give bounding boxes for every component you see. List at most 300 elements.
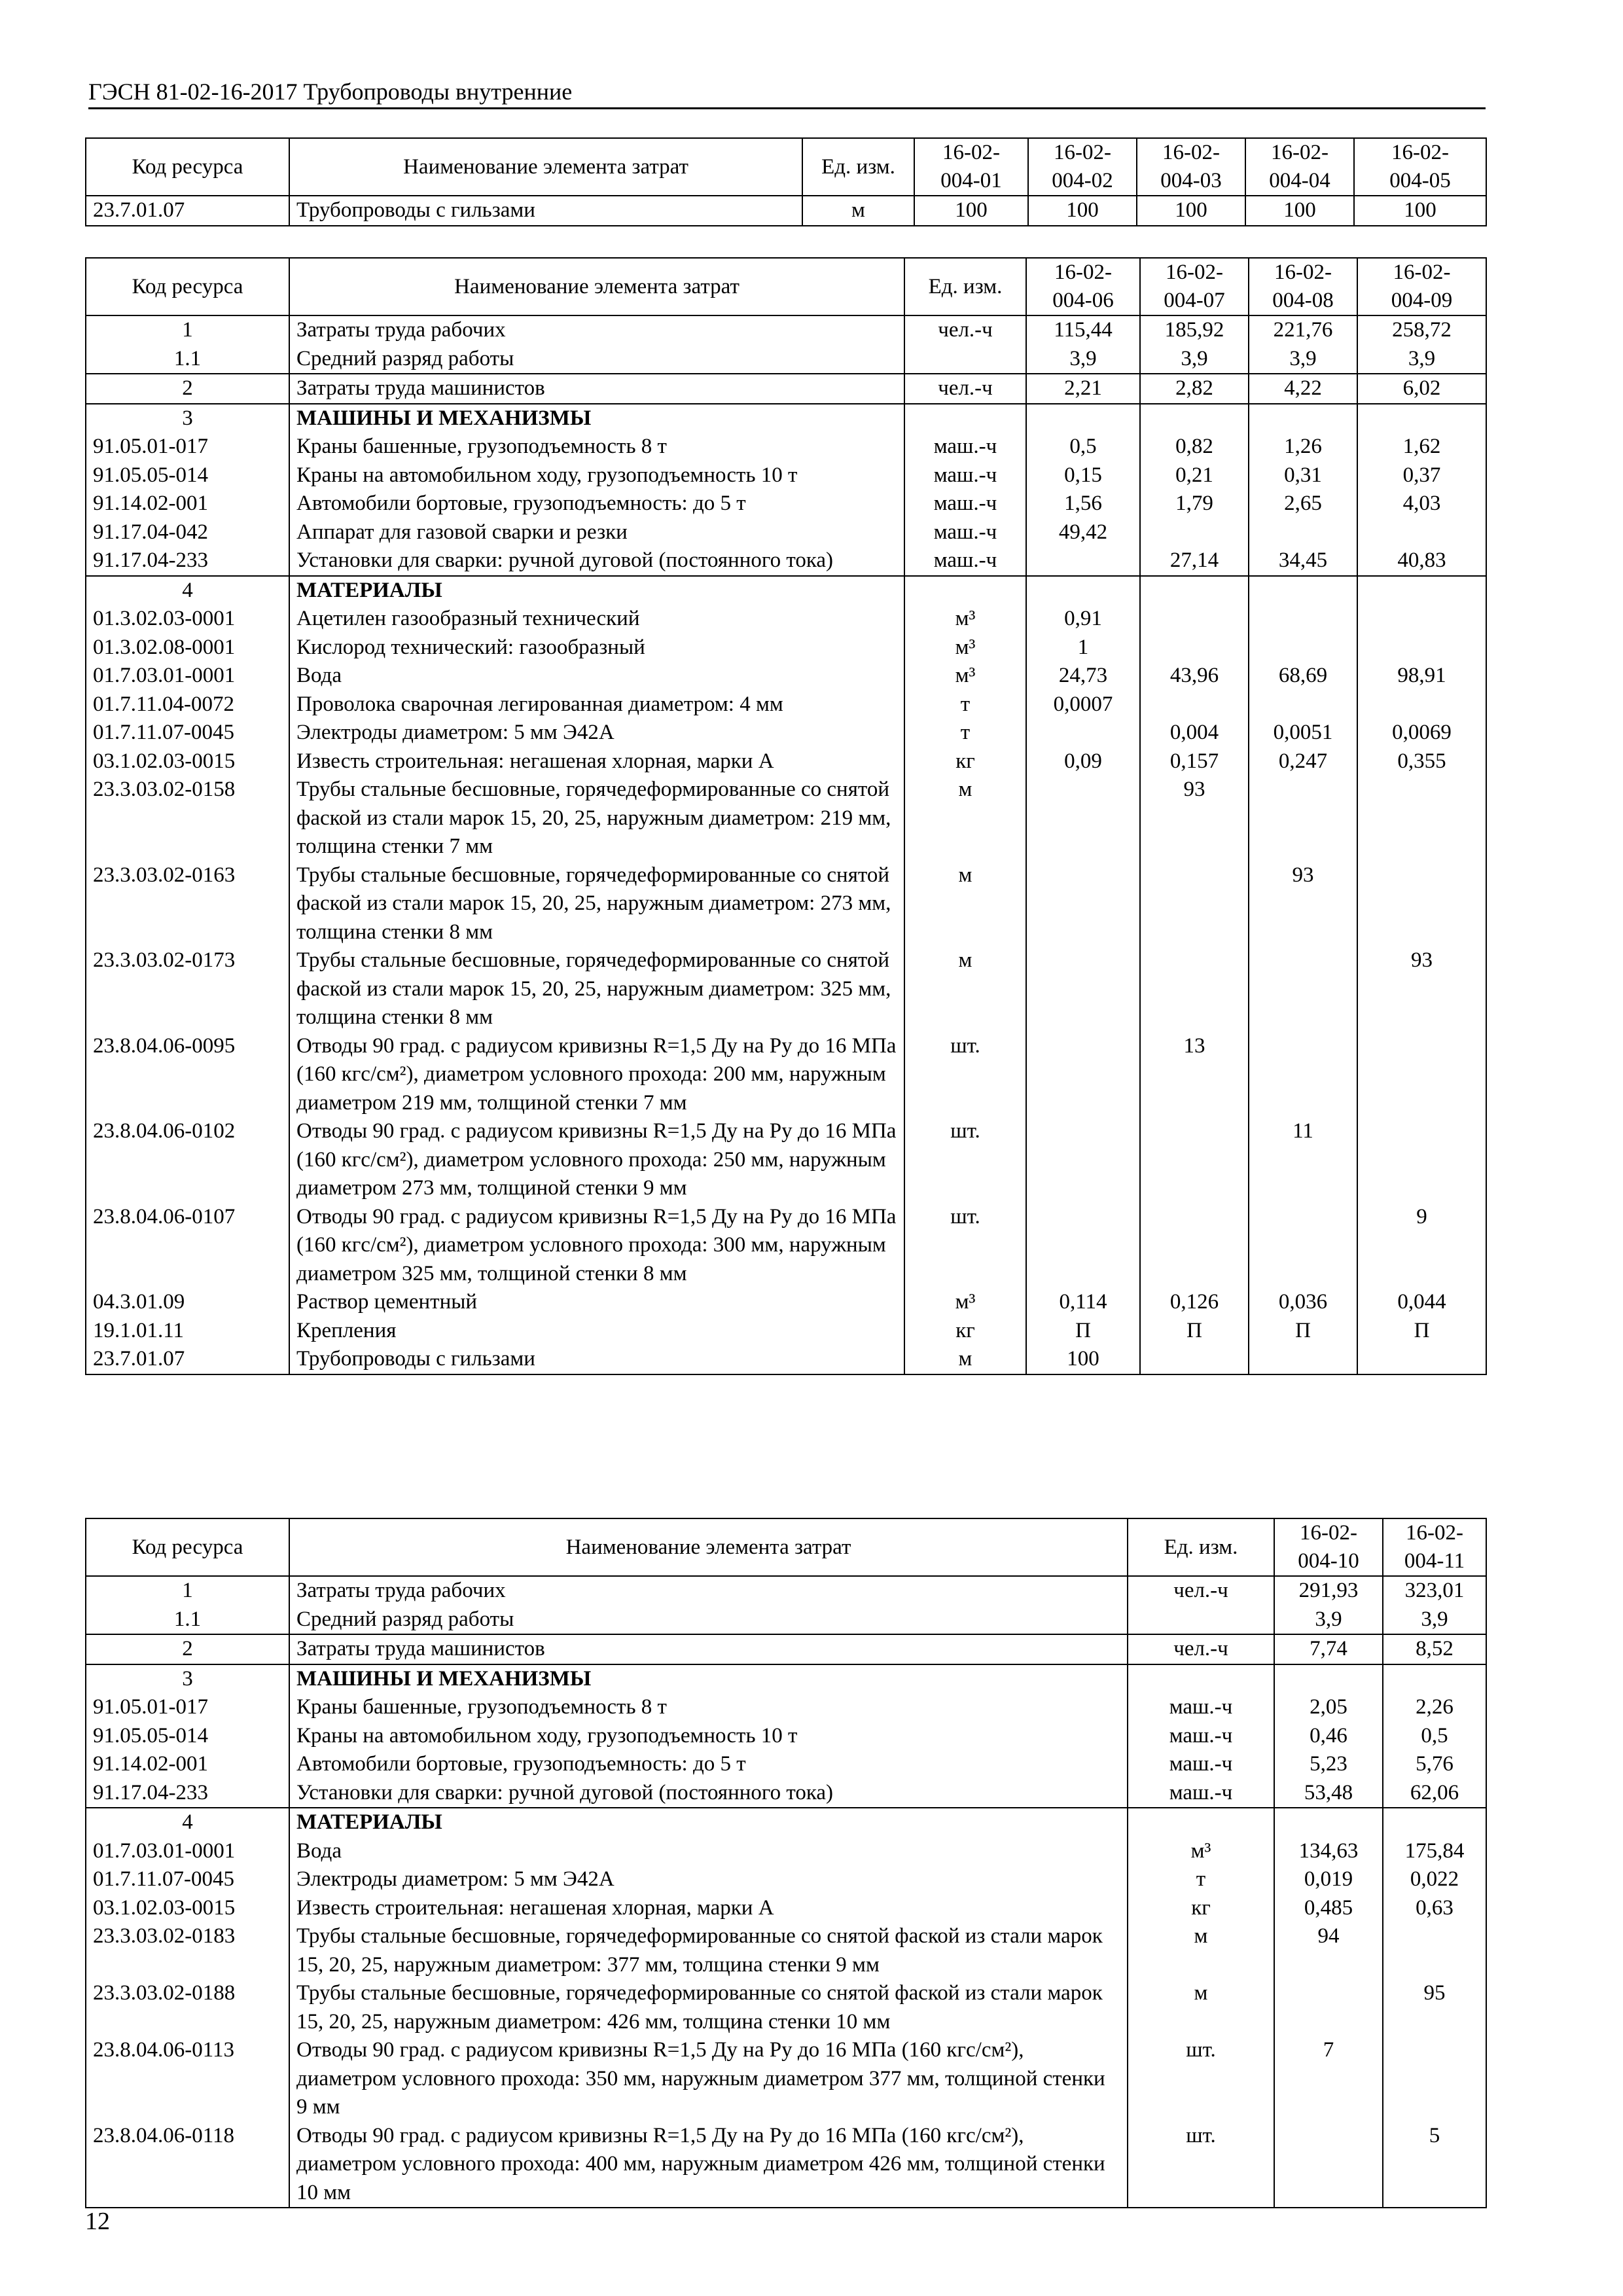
table-row xyxy=(86,691,1486,719)
norm-value: 0,126 xyxy=(1140,1288,1249,1317)
cost-element-name: МАТЕРИАЛЫ xyxy=(289,1808,1128,1837)
resource-code: 01.3.02.08-0001 xyxy=(86,634,289,662)
unit: т xyxy=(904,691,1026,719)
column-header: Ед. изм. xyxy=(1128,1518,1274,1576)
norm-value: 134,63 xyxy=(1274,1837,1383,1866)
cost-element-name: Трубы стальные бесшовные, горячедеформированные со снятой фаской из стали марок 15, 20, 25, наружным диаметром: 377 мм, толщина стенки 9 мм xyxy=(289,1922,1128,1979)
table-row xyxy=(86,1605,1486,1635)
resource-code: 91.14.02-001 xyxy=(86,490,289,518)
unit: маш.-ч xyxy=(904,461,1026,490)
resource-code: 01.7.11.04-0072 xyxy=(86,691,289,719)
unit: шт. xyxy=(1128,2122,1274,2208)
norm-value xyxy=(1357,1345,1486,1374)
unit: маш.-ч xyxy=(1128,1750,1274,1779)
table-row xyxy=(86,1032,1486,1118)
unit: маш.-ч xyxy=(904,433,1026,461)
norm-value: 98,91 xyxy=(1357,662,1486,691)
norm-value: 11 xyxy=(1249,1117,1357,1203)
norm-value xyxy=(1026,576,1140,605)
norm-value xyxy=(1026,946,1140,1032)
unit: м³ xyxy=(904,605,1026,634)
cost-element-name: Средний разряд работы xyxy=(289,345,904,374)
column-header: Код ресурса xyxy=(86,1518,289,1576)
norm-value: 4,22 xyxy=(1249,374,1357,404)
resource-code: 1 xyxy=(86,315,289,345)
cost-element-name: Установки для сварки: ручной дуговой (постоянного тока) xyxy=(289,547,904,576)
resource-code: 23.8.04.06-0113 xyxy=(86,2036,289,2122)
norm-value xyxy=(1357,605,1486,634)
unit: маш.-ч xyxy=(904,547,1026,576)
norm-value: 9 xyxy=(1357,1203,1486,1289)
norm-value xyxy=(1140,605,1249,634)
cost-element-name: Краны на автомобильном ходу, грузоподъемность 10 т xyxy=(289,1722,1128,1751)
norm-value xyxy=(1274,1979,1383,2036)
unit xyxy=(1128,1664,1274,1694)
norm-value xyxy=(1357,1117,1486,1203)
unit: шт. xyxy=(904,1203,1026,1289)
table-row xyxy=(86,1779,1486,1808)
cost-element-name: Отводы 90 град. с радиусом кривизны R=1,5 Ду на Ру до 16 МПа (160 кгс/см²), диаметром условного прохода: 350 мм, наружным диаметром 377 мм, толщиной стенки 9 мм xyxy=(289,2036,1128,2122)
cost-element-name: Автомобили бортовые, грузоподъемность: до 5 т xyxy=(289,490,904,518)
norm-value xyxy=(1249,576,1357,605)
table-row xyxy=(86,1203,1486,1289)
cost-element-name: Трубы стальные бесшовные, горячедеформированные со снятой фаской из стали марок 15, 20, 25, наружным диаметром: 426 мм, толщина стенки 10 мм xyxy=(289,1979,1128,2036)
norm-value: 5,23 xyxy=(1274,1750,1383,1779)
cost-element-name: МАШИНЫ И МЕХАНИЗМЫ xyxy=(289,404,904,433)
column-header: 16-02- 004-07 xyxy=(1140,258,1249,315)
norm-value xyxy=(1357,404,1486,433)
resource-code: 04.3.01.09 xyxy=(86,1288,289,1317)
norm-value xyxy=(1026,547,1140,576)
cost-element-name: Ацетилен газообразный технический xyxy=(289,605,904,634)
resource-code: 01.3.02.03-0001 xyxy=(86,605,289,634)
norm-value xyxy=(1140,404,1249,433)
resource-code: 03.1.02.03-0015 xyxy=(86,1894,289,1923)
table-row xyxy=(86,547,1486,576)
norm-value: 95 xyxy=(1383,1979,1486,2036)
norm-value: 2,82 xyxy=(1140,374,1249,404)
norm-value xyxy=(1357,576,1486,605)
resource-code: 01.7.03.01-0001 xyxy=(86,1837,289,1866)
resource-code: 23.8.04.06-0095 xyxy=(86,1032,289,1118)
page-number: 12 xyxy=(85,2208,110,2235)
norm-value: 24,73 xyxy=(1026,662,1140,691)
resource-code: 23.7.01.07 xyxy=(86,1345,289,1374)
unit: кг xyxy=(904,747,1026,776)
norm-value: 185,92 xyxy=(1140,315,1249,345)
table-row xyxy=(86,1979,1486,2036)
norm-value: 0,0007 xyxy=(1026,691,1140,719)
resource-table-1 xyxy=(85,137,1487,226)
norm-value xyxy=(1249,605,1357,634)
norm-value xyxy=(1140,861,1249,947)
norm-value: 3,9 xyxy=(1026,345,1140,374)
resource-code: 91.05.05-014 xyxy=(86,461,289,490)
cost-element-name: Электроды диаметром: 5 мм Э42А xyxy=(289,719,904,747)
unit: чел.-ч xyxy=(1128,1634,1274,1664)
table-row xyxy=(86,404,1486,433)
table-row xyxy=(86,433,1486,461)
norm-value: 7 xyxy=(1274,2036,1383,2122)
resource-code: 91.17.04-233 xyxy=(86,1779,289,1808)
cost-element-name: Известь строительная: негашеная хлорная, марки А xyxy=(289,1894,1128,1923)
norm-value: П xyxy=(1357,1317,1486,1346)
norm-value: 2,65 xyxy=(1249,490,1357,518)
norm-value: 0,31 xyxy=(1249,461,1357,490)
cost-element-name: Трубы стальные бесшовные, горячедеформированные со снятой фаской из стали марок 15, 20, 25, наружным диаметром: 273 мм, толщина стенки 8 мм xyxy=(289,861,904,947)
resource-code: 23.7.01.07 xyxy=(86,196,289,226)
unit: м xyxy=(1128,1922,1274,1979)
table-row xyxy=(86,315,1486,345)
norm-value: 0,5 xyxy=(1026,433,1140,461)
column-header: 16-02- 004-09 xyxy=(1357,258,1486,315)
table-row xyxy=(86,1750,1486,1779)
resource-table-2 xyxy=(85,257,1487,1375)
column-header: 16-02- 004-11 xyxy=(1383,1518,1486,1576)
table-row xyxy=(86,1117,1486,1203)
cost-element-name: Трубопроводы с гильзами xyxy=(289,196,802,226)
norm-value: 3,9 xyxy=(1140,345,1249,374)
table-row xyxy=(86,196,1486,226)
resource-code: 23.8.04.06-0102 xyxy=(86,1117,289,1203)
norm-value: 49,42 xyxy=(1026,518,1140,547)
norm-value xyxy=(1357,1032,1486,1118)
cost-element-name: Кислород технический: газообразный xyxy=(289,634,904,662)
resource-code: 23.3.03.02-0183 xyxy=(86,1922,289,1979)
norm-value: 0,63 xyxy=(1383,1894,1486,1923)
norm-value: 0,044 xyxy=(1357,1288,1486,1317)
cost-element-name: Отводы 90 град. с радиусом кривизны R=1,5 Ду на Ру до 16 МПа (160 кгс/см²), диаметром условного прохода: 300 мм, наружным диаметром 325 мм, толщиной стенки 8 мм xyxy=(289,1203,904,1289)
unit: маш.-ч xyxy=(1128,1693,1274,1722)
norm-value: 13 xyxy=(1140,1032,1249,1118)
norm-value: 0,355 xyxy=(1357,747,1486,776)
norm-value: 100 xyxy=(1245,196,1354,226)
resource-code: 4 xyxy=(86,1808,289,1837)
table-row xyxy=(86,1722,1486,1751)
unit: кг xyxy=(1128,1894,1274,1923)
norm-value: 0,0069 xyxy=(1357,719,1486,747)
norm-value: 0,022 xyxy=(1383,1865,1486,1894)
norm-value: 43,96 xyxy=(1140,662,1249,691)
resource-code: 23.3.03.02-0163 xyxy=(86,861,289,947)
norm-value: П xyxy=(1249,1317,1357,1346)
resource-code: 03.1.02.03-0015 xyxy=(86,747,289,776)
norm-value: 0,5 xyxy=(1383,1722,1486,1751)
table-row xyxy=(86,719,1486,747)
resource-code: 01.7.03.01-0001 xyxy=(86,662,289,691)
norm-value xyxy=(1140,576,1249,605)
norm-value: 0,0051 xyxy=(1249,719,1357,747)
norm-value xyxy=(1026,861,1140,947)
norm-value: 291,93 xyxy=(1274,1576,1383,1605)
norm-value: 8,52 xyxy=(1383,1634,1486,1664)
norm-value: 94 xyxy=(1274,1922,1383,1979)
norm-value xyxy=(1357,634,1486,662)
table-row xyxy=(86,1922,1486,1979)
norm-value xyxy=(1026,404,1140,433)
norm-value: 93 xyxy=(1140,776,1249,861)
norm-value: 1,26 xyxy=(1249,433,1357,461)
cost-element-name: Затраты труда рабочих xyxy=(289,315,904,345)
norm-value: 100 xyxy=(914,196,1028,226)
unit: т xyxy=(1128,1865,1274,1894)
resource-code: 4 xyxy=(86,576,289,605)
resource-code: 1.1 xyxy=(86,1605,289,1635)
unit: кг xyxy=(904,1317,1026,1346)
table-row xyxy=(86,1837,1486,1866)
norm-value: 93 xyxy=(1249,861,1357,947)
norm-value: 0,46 xyxy=(1274,1722,1383,1751)
norm-value xyxy=(1357,691,1486,719)
norm-value xyxy=(1026,1032,1140,1118)
norm-value xyxy=(1026,1203,1140,1289)
norm-value: 1,79 xyxy=(1140,490,1249,518)
norm-value: 7,74 xyxy=(1274,1634,1383,1664)
norm-value: 1 xyxy=(1026,634,1140,662)
column-header: 16-02- 004-08 xyxy=(1249,258,1357,315)
norm-value: 40,83 xyxy=(1357,547,1486,576)
norm-value: 34,45 xyxy=(1249,547,1357,576)
table-row xyxy=(86,1693,1486,1722)
cost-element-name: Трубы стальные бесшовные, горячедеформированные со снятой фаской из стали марок 15, 20, 25, наружным диаметром: 219 мм, толщина стенки 7 мм xyxy=(289,776,904,861)
unit: м xyxy=(904,946,1026,1032)
resource-code: 91.17.04-042 xyxy=(86,518,289,547)
norm-value: 0,09 xyxy=(1026,747,1140,776)
unit xyxy=(1128,1605,1274,1635)
norm-value: 0,485 xyxy=(1274,1894,1383,1923)
norm-value: 100 xyxy=(1137,196,1245,226)
resource-code: 91.14.02-001 xyxy=(86,1750,289,1779)
unit: м³ xyxy=(904,634,1026,662)
unit: маш.-ч xyxy=(904,490,1026,518)
cost-element-name: Аппарат для газовой сварки и резки xyxy=(289,518,904,547)
table-row xyxy=(86,1317,1486,1346)
unit: м xyxy=(904,861,1026,947)
norm-value: 3,9 xyxy=(1357,345,1486,374)
norm-value: 27,14 xyxy=(1140,547,1249,576)
cost-element-name: Затраты труда рабочих xyxy=(289,1576,1128,1605)
resource-code: 3 xyxy=(86,404,289,433)
resource-code: 1.1 xyxy=(86,345,289,374)
resource-code: 91.05.05-014 xyxy=(86,1722,289,1751)
cost-element-name: Проволока сварочная легированная диаметром: 4 мм xyxy=(289,691,904,719)
table-row xyxy=(86,1808,1486,1837)
cost-element-name: МАТЕРИАЛЫ xyxy=(289,576,904,605)
resource-code: 23.3.03.02-0188 xyxy=(86,1979,289,2036)
table-row xyxy=(86,490,1486,518)
table-header-row xyxy=(86,1518,1486,1576)
cost-element-name: Установки для сварки: ручной дуговой (постоянного тока) xyxy=(289,1779,1128,1808)
norm-value xyxy=(1383,1808,1486,1837)
unit: м xyxy=(802,196,914,226)
norm-value xyxy=(1357,518,1486,547)
norm-value xyxy=(1249,946,1357,1032)
unit xyxy=(1128,1808,1274,1837)
resource-code: 91.05.01-017 xyxy=(86,1693,289,1722)
norm-value xyxy=(1140,1117,1249,1203)
norm-value xyxy=(1249,634,1357,662)
column-header: Код ресурса xyxy=(86,258,289,315)
table-row xyxy=(86,1576,1486,1605)
unit: м³ xyxy=(904,662,1026,691)
norm-value: 100 xyxy=(1028,196,1137,226)
norm-value: 62,06 xyxy=(1383,1779,1486,1808)
resource-code: 1 xyxy=(86,1576,289,1605)
column-header: 16-02- 004-03 xyxy=(1137,138,1245,196)
norm-value xyxy=(1249,691,1357,719)
table-row xyxy=(86,662,1486,691)
table-row xyxy=(86,776,1486,861)
norm-value xyxy=(1249,518,1357,547)
table-row xyxy=(86,518,1486,547)
cost-element-name: Отводы 90 град. с радиусом кривизны R=1,5 Ду на Ру до 16 МПа (160 кгс/см²), диаметром условного прохода: 250 мм, наружным диаметром 273 мм, толщиной стенки 9 мм xyxy=(289,1117,904,1203)
unit: чел.-ч xyxy=(904,315,1026,345)
column-header: 16-02- 004-02 xyxy=(1028,138,1137,196)
norm-value xyxy=(1140,518,1249,547)
norm-value: 323,01 xyxy=(1383,1576,1486,1605)
table-row xyxy=(86,1894,1486,1923)
resource-code: 01.7.11.07-0045 xyxy=(86,719,289,747)
unit: чел.-ч xyxy=(904,374,1026,404)
norm-value xyxy=(1357,776,1486,861)
norm-value: 221,76 xyxy=(1249,315,1357,345)
table-row xyxy=(86,2122,1486,2208)
resource-code: 91.05.01-017 xyxy=(86,433,289,461)
resource-code: 23.3.03.02-0173 xyxy=(86,946,289,1032)
norm-value: 0,82 xyxy=(1140,433,1249,461)
table-row xyxy=(86,345,1486,374)
norm-value: 0,247 xyxy=(1249,747,1357,776)
norm-value: 4,03 xyxy=(1357,490,1486,518)
cost-element-name: Трубы стальные бесшовные, горячедеформированные со снятой фаской из стали марок 15, 20, 25, наружным диаметром: 325 мм, толщина стенки 8 мм xyxy=(289,946,904,1032)
unit: т xyxy=(904,719,1026,747)
resource-code: 23.8.04.06-0107 xyxy=(86,1203,289,1289)
norm-value xyxy=(1140,691,1249,719)
column-header: 16-02- 004-05 xyxy=(1354,138,1486,196)
unit: шт. xyxy=(904,1032,1026,1118)
unit: чел.-ч xyxy=(1128,1576,1274,1605)
table-row xyxy=(86,1865,1486,1894)
norm-value: 0,004 xyxy=(1140,719,1249,747)
resource-table-3 xyxy=(85,1518,1487,2208)
unit: маш.-ч xyxy=(1128,1722,1274,1751)
norm-value: 5 xyxy=(1383,2122,1486,2208)
norm-value: 5,76 xyxy=(1383,1750,1486,1779)
norm-value: П xyxy=(1026,1317,1140,1346)
norm-value xyxy=(1026,776,1140,861)
resource-code: 3 xyxy=(86,1664,289,1694)
table-header-row xyxy=(86,258,1486,315)
cost-element-name: Крепления xyxy=(289,1317,904,1346)
cost-element-name: Автомобили бортовые, грузоподъемность: до 5 т xyxy=(289,1750,1128,1779)
table-row xyxy=(86,2036,1486,2122)
table-row xyxy=(86,861,1486,947)
table-row xyxy=(86,1634,1486,1664)
cost-element-name: Трубопроводы с гильзами xyxy=(289,1345,904,1374)
norm-value xyxy=(1140,1203,1249,1289)
norm-value: П xyxy=(1140,1317,1249,1346)
cost-element-name: Краны башенные, грузоподъемность 8 т xyxy=(289,1693,1128,1722)
norm-value: 2,05 xyxy=(1274,1693,1383,1722)
unit: м xyxy=(904,776,1026,861)
norm-value: 3,9 xyxy=(1249,345,1357,374)
norm-value xyxy=(1249,1345,1357,1374)
norm-value: 0,15 xyxy=(1026,461,1140,490)
table-row xyxy=(86,634,1486,662)
norm-value xyxy=(1249,1032,1357,1118)
norm-value xyxy=(1026,719,1140,747)
norm-value xyxy=(1274,1808,1383,1837)
norm-value: 53,48 xyxy=(1274,1779,1383,1808)
cost-element-name: МАШИНЫ И МЕХАНИЗМЫ xyxy=(289,1664,1128,1694)
norm-value: 175,84 xyxy=(1383,1837,1486,1866)
norm-value xyxy=(1383,1922,1486,1979)
column-header: 16-02- 004-06 xyxy=(1026,258,1140,315)
unit: маш.-ч xyxy=(904,518,1026,547)
table-header-row xyxy=(86,138,1486,196)
unit: шт. xyxy=(1128,2036,1274,2122)
norm-value xyxy=(1140,634,1249,662)
column-header: Ед. изм. xyxy=(904,258,1026,315)
table-row xyxy=(86,1345,1486,1374)
cost-element-name: Вода xyxy=(289,1837,1128,1866)
resource-code: 2 xyxy=(86,1634,289,1664)
table-row xyxy=(86,461,1486,490)
cost-element-name: Отводы 90 град. с радиусом кривизны R=1,5 Ду на Ру до 16 МПа (160 кгс/см²), диаметром условного прохода: 400 мм, наружным диаметром 426 мм, толщиной стенки 10 мм xyxy=(289,2122,1128,2208)
table-row xyxy=(86,946,1486,1032)
norm-value xyxy=(1249,776,1357,861)
norm-value xyxy=(1357,861,1486,947)
norm-value xyxy=(1383,1664,1486,1694)
cost-element-name: Известь строительная: негашеная хлорная, марки А xyxy=(289,747,904,776)
table-row xyxy=(86,374,1486,404)
cost-element-name: Затраты труда машинистов xyxy=(289,374,904,404)
cost-element-name: Раствор цементный xyxy=(289,1288,904,1317)
column-header: Ед. изм. xyxy=(802,138,914,196)
unit: маш.-ч xyxy=(1128,1779,1274,1808)
norm-value: 0,91 xyxy=(1026,605,1140,634)
resource-code: 23.3.03.02-0158 xyxy=(86,776,289,861)
unit: м xyxy=(904,1345,1026,1374)
unit: м³ xyxy=(1128,1837,1274,1866)
resource-code: 2 xyxy=(86,374,289,404)
norm-value: 0,157 xyxy=(1140,747,1249,776)
table-row xyxy=(86,1288,1486,1317)
norm-value xyxy=(1026,1117,1140,1203)
norm-value: 68,69 xyxy=(1249,662,1357,691)
cost-element-name: Электроды диаметром: 5 мм Э42А xyxy=(289,1865,1128,1894)
unit xyxy=(904,404,1026,433)
norm-value xyxy=(1249,1203,1357,1289)
cost-element-name: Средний разряд работы xyxy=(289,1605,1128,1635)
cost-element-name: Краны на автомобильном ходу, грузоподъемность 10 т xyxy=(289,461,904,490)
table-row xyxy=(86,605,1486,634)
column-header: 16-02- 004-10 xyxy=(1274,1518,1383,1576)
norm-value: 2,21 xyxy=(1026,374,1140,404)
cost-element-name: Отводы 90 град. с радиусом кривизны R=1,5 Ду на Ру до 16 МПа (160 кгс/см²), диаметром условного прохода: 200 мм, наружным диаметром 219 мм, толщиной стенки 7 мм xyxy=(289,1032,904,1118)
norm-value: 0,114 xyxy=(1026,1288,1140,1317)
norm-value: 0,21 xyxy=(1140,461,1249,490)
norm-value: 1,56 xyxy=(1026,490,1140,518)
unit: м xyxy=(1128,1979,1274,2036)
norm-value: 93 xyxy=(1357,946,1486,1032)
norm-value: 3,9 xyxy=(1383,1605,1486,1635)
cost-element-name: Краны башенные, грузоподъемность 8 т xyxy=(289,433,904,461)
resource-code: 91.17.04-233 xyxy=(86,547,289,576)
norm-value: 3,9 xyxy=(1274,1605,1383,1635)
column-header: Наименование элемента затрат xyxy=(289,1518,1128,1576)
table-row xyxy=(86,576,1486,605)
